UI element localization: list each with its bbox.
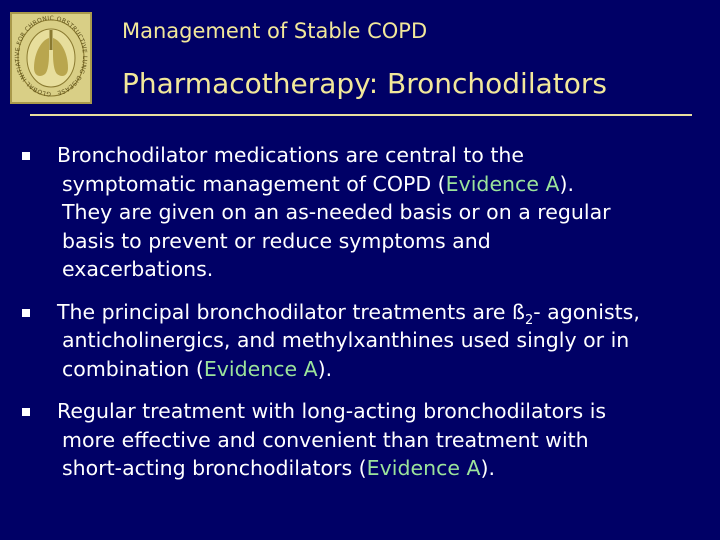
- bullet-line: basis to prevent or reduce symptoms and: [62, 228, 491, 253]
- bullet-line: Bronchodilator medications are central to the: [57, 143, 524, 167]
- bullet-square-icon: [22, 152, 30, 160]
- bullet-text: symptomatic management of COPD (: [62, 171, 446, 196]
- bullet-text: combination (: [62, 356, 204, 381]
- gold-logo: [10, 12, 92, 104]
- bullet-line: more effective and convenient than treatment with: [62, 427, 589, 452]
- bullet-text: ).: [559, 171, 574, 196]
- evidence-label: Evidence A: [203, 356, 318, 381]
- bullet-text: short-acting bronchodilators (: [62, 456, 367, 480]
- evidence-label: Evidence A: [445, 171, 560, 196]
- bullet-item-1: [22, 141, 712, 284]
- bullet-square-icon: [22, 309, 30, 317]
- bullet-text: The principal bronchodilator treatments are ß: [57, 299, 525, 324]
- title-divider: [30, 114, 692, 116]
- bullet-text: ).: [317, 356, 333, 381]
- bullet-line: They are given on an as-needed basis or on a regular: [62, 200, 611, 224]
- bullet-list: [22, 141, 712, 483]
- bullet-line: exacerbations.: [62, 257, 214, 281]
- subscript: 2: [524, 312, 534, 328]
- logo-ring-text: GLOBAL INITIATIVE FOR CHRONIC OBSTRUCTIVE LUNG DISEASE: [13, 14, 89, 98]
- bullet-line: [57, 454, 712, 483]
- bullet-line: anticholinergics, and methylxanthines used singly or in: [62, 328, 630, 352]
- evidence-label: Evidence A: [366, 456, 481, 480]
- bullet-line: [57, 355, 712, 384]
- bullet-item-3: [22, 397, 712, 483]
- slide-title: Pharmacotherapy: Bronchodilators: [122, 67, 607, 100]
- slide-subtitle: Management of Stable COPD: [122, 19, 428, 43]
- bullet-line: Regular treatment with long-acting bronchodilators is: [57, 399, 607, 423]
- bullet-text: ).: [480, 456, 496, 480]
- bullet-line: [57, 170, 712, 199]
- bullet-line: [57, 298, 712, 327]
- bullet-text: - agonists,: [533, 299, 640, 324]
- bullet-item-2: [22, 298, 712, 384]
- bullet-square-icon: [22, 408, 30, 416]
- lungs-icon: [12, 14, 90, 102]
